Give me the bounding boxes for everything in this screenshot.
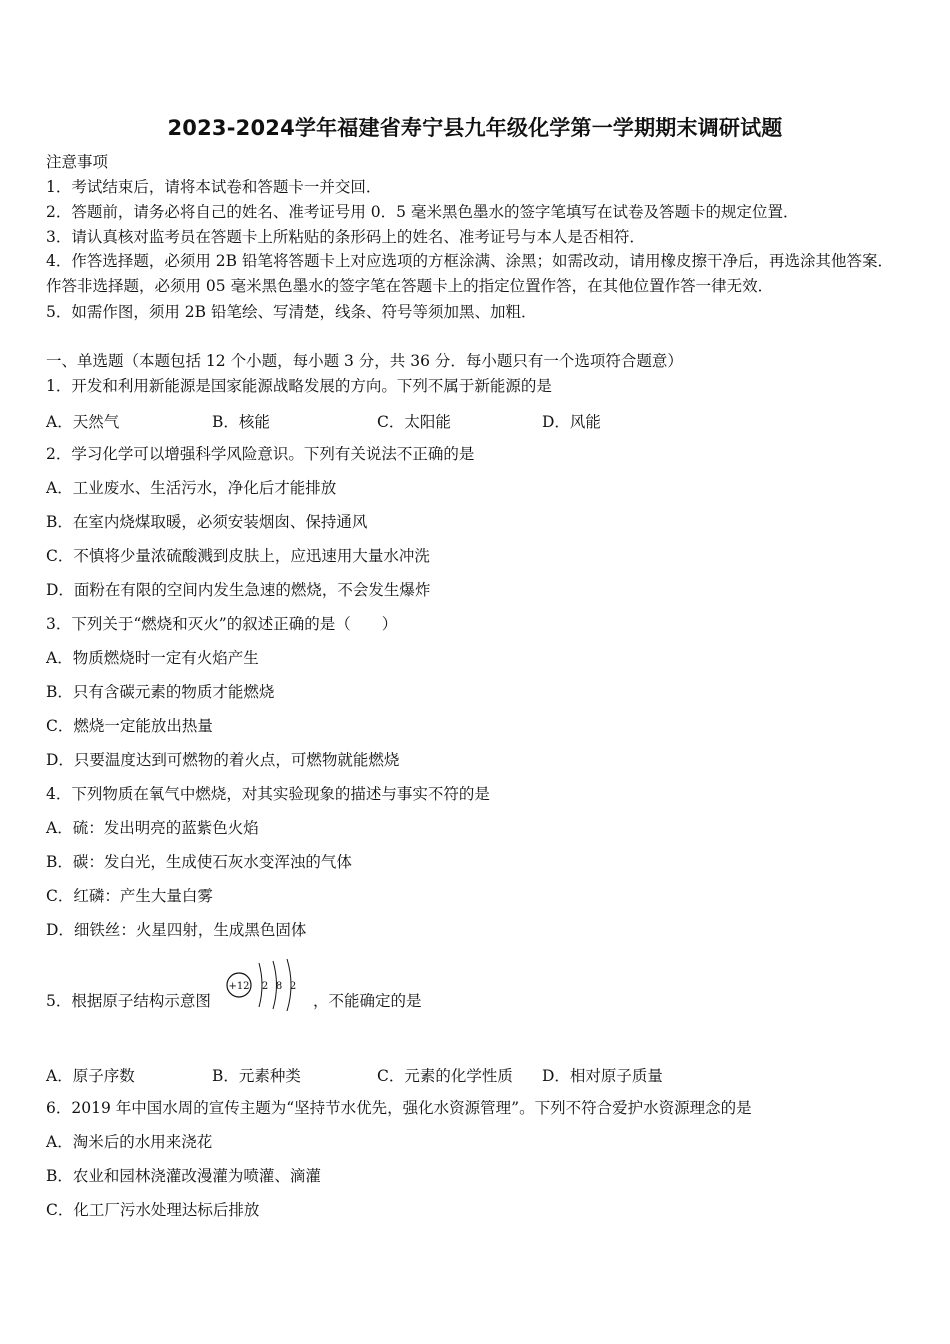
shell-electrons: 2 (261, 981, 269, 992)
option-d: D．相对原子质量 (542, 1067, 663, 1085)
nucleus-charge: +12 (228, 981, 250, 992)
option-a: A．原子序数 (46, 1067, 135, 1085)
option-d: D．细铁丝：火星四射，生成黑色固体 (46, 921, 307, 939)
section-heading: 一、单选题（本题包括 12 个小题，每小题 3 分，共 36 分．每小题只有一个选项符合题意） (46, 352, 683, 370)
option-c: C．太阳能 (377, 413, 451, 431)
option-b: B．只有含碳元素的物质才能燃烧 (46, 683, 275, 701)
option-c: C．燃烧一定能放出热量 (46, 717, 213, 735)
option-a: A．硫：发出明亮的蓝紫色火焰 (46, 819, 259, 837)
option-c: C．元素的化学性质 (377, 1067, 513, 1085)
option-b: B．核能 (212, 413, 270, 431)
notice-item: 2．答题前，请务必将自己的姓名、准考证号用 0．5 毫米黑色墨水的签字笔填写在试卷及答题卡的规定位置． (46, 203, 799, 221)
question-stem: 1．开发和利用新能源是国家能源战略发展的方向。下列不属于新能源的是 (46, 377, 552, 395)
exam-title: 2023-2024学年福建省寿宁县九年级化学第一学期期末调研试题 (167, 116, 783, 140)
option-a: A．工业废水、生活污水，净化后才能排放 (46, 479, 337, 497)
question-stem: 5．根据原子结构示意图 (46, 992, 211, 1010)
option-c: C．不慎将少量浓硫酸溅到皮肤上，应迅速用大量水冲洗 (46, 547, 430, 565)
option-b: B．在室内烧煤取暖，必须安装烟囱、保持通风 (46, 513, 368, 531)
option-c: C．化工厂污水处理达标后排放 (46, 1201, 260, 1219)
question-stem: 4．下列物质在氧气中燃烧，对其实验现象的描述与事实不符的是 (46, 785, 490, 803)
question-stem-tail: ，不能确定的是 (313, 992, 422, 1010)
question-stem: 3．下列关于“燃烧和灭火”的叙述正确的是（ ） (46, 615, 398, 633)
option-a: A．淘米后的水用来浇花 (46, 1133, 213, 1151)
option-a: A．物质燃烧时一定有火焰产生 (46, 649, 259, 667)
shell-electrons: 2 (289, 981, 297, 992)
option-d: D．面粉在有限的空间内发生急速的燃烧，不会发生爆炸 (46, 581, 431, 599)
question-stem: 2．学习化学可以增强科学风险意识。下列有关说法不正确的是 (46, 445, 475, 463)
notice-item: 5．如需作图，须用 2B 铅笔绘、写清楚，线条、符号等须加黑、加粗． (46, 303, 537, 321)
option-a: A．天然气 (46, 413, 120, 431)
option-b: B．元素种类 (212, 1067, 301, 1085)
option-d: D．风能 (542, 413, 601, 431)
question-stem: 6．2019 年中国水周的宣传主题为“坚持节水优先，强化水资源管理”。下列不符合爱护水资源理念的是 (46, 1099, 752, 1117)
notice-item: 1．考试结束后，请将本试卷和答题卡一并交回． (46, 178, 382, 196)
notice-item: 3．请认真核对监考员在答题卡上所粘贴的条形码上的姓名、准考证号与本人是否相符． (46, 228, 645, 246)
option-c: C．红磷：产生大量白雾 (46, 887, 213, 905)
option-b: B．农业和园林浇灌改漫灌为喷灌、滴灌 (46, 1167, 321, 1185)
shell-electrons: 8 (275, 981, 283, 992)
notice-heading: 注意事项 (46, 153, 109, 171)
notice-item: 4．作答选择题，必须用 2B 铅笔将答题卡上对应选项的方框涂满、涂黑；如需改动，请用橡皮擦干净后，再选涂其他答案．作答非选择题，必须用 05 毫米黑色墨水的签字笔在答题卡上的指定位置作答，在其他位置作答一律无效． (46, 252, 893, 295)
option-d: D．只要温度达到可燃物的着火点，可燃物就能燃烧 (46, 751, 400, 769)
atom-structure-diagram (225, 955, 305, 1015)
option-b: B．碳：发白光，生成使石灰水变浑浊的气体 (46, 853, 352, 871)
